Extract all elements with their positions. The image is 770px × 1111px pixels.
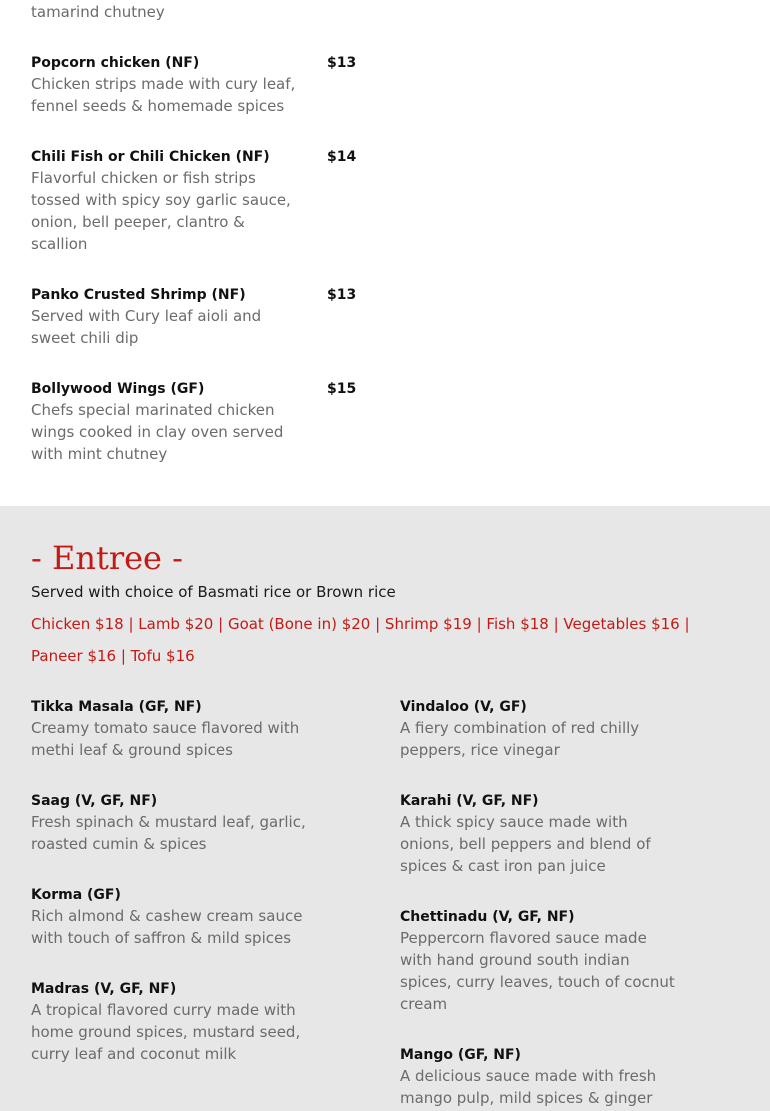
desc-line: Creamy tomato sauce flavored with: [31, 719, 300, 737]
desc-line: Chicken strips made with cury leaf,: [31, 75, 296, 93]
item-description: [31, 999, 300, 1065]
desc-line: fennel seeds & homemade spices: [31, 97, 285, 115]
item-description: [31, 905, 302, 949]
menu-item: [31, 697, 299, 761]
desc-line: A fiery combination of red chilly: [400, 719, 640, 737]
menu-item: [31, 791, 306, 855]
desc-line: Chefs special marinated chicken: [31, 401, 275, 419]
menu-item: [31, 147, 291, 255]
desc-line: curry leaf and coconut milk: [31, 1045, 237, 1063]
menu-item: [31, 285, 261, 349]
item-name: Tikka Masala (GF, NF): [31, 699, 202, 715]
desc-line: Flavorful chicken or fish strips: [31, 169, 256, 187]
item-price: $15: [327, 381, 357, 397]
item-description: [31, 73, 295, 117]
item-name: Panko Crusted Shrimp (NF): [31, 287, 246, 303]
desc-line: methi leaf & ground spices: [31, 741, 233, 759]
desc-line: tossed with spicy soy garlic sauce,: [31, 191, 291, 209]
item-description: [31, 399, 283, 465]
menu-item: [31, 379, 283, 465]
item-description: [31, 811, 306, 855]
entree-subtitle: Served with choice of Basmati rice or Brown rice: [31, 583, 396, 601]
menu-item: [31, 979, 300, 1065]
item-name: Popcorn chicken (NF): [31, 55, 200, 71]
desc-line: spices & cast iron pan juice: [400, 857, 606, 875]
desc-line: wings cooked in clay oven served: [31, 423, 284, 441]
item-description: [31, 717, 299, 761]
menu-item: [400, 1045, 656, 1109]
desc-line: onion, bell peeper, clantro &: [31, 213, 245, 231]
item-price: $13: [327, 287, 357, 303]
entree-heading: - Entree -: [31, 539, 183, 577]
item-description: [400, 927, 675, 1015]
desc-line: mango pulp, mild spices & ginger: [400, 1089, 653, 1107]
menu-item: [31, 885, 302, 949]
menu-item: [400, 697, 639, 761]
desc-line: with mint chutney: [31, 445, 168, 463]
desc-line: home ground spices, mustard seed,: [31, 1023, 301, 1041]
menu-item: [400, 791, 651, 877]
desc-line: Fresh spinach & mustard leaf, garlic,: [31, 813, 306, 831]
item-name: Madras (V, GF, NF): [31, 981, 177, 997]
desc-line: A thick spicy sauce made with: [400, 813, 628, 831]
item-name: Karahi (V, GF, NF): [400, 793, 539, 809]
desc-line: Rich almond & cashew cream sauce: [31, 907, 303, 925]
desc-line: Served with Cury leaf aioli and: [31, 307, 262, 325]
desc-line: cream: [400, 995, 448, 1013]
item-name: Mango (GF, NF): [400, 1047, 521, 1063]
menu-item: [31, 53, 295, 117]
item-description: [400, 1065, 656, 1109]
item-description: [400, 717, 639, 761]
desc-line: sweet chili dip: [31, 329, 139, 347]
desc-line: spices, curry leaves, touch of cocnut: [400, 973, 675, 991]
previous-item-desc: [31, 1, 165, 23]
desc-line: with touch of saffron & mild spices: [31, 929, 292, 947]
item-name: Bollywood Wings (GF): [31, 381, 205, 397]
item-description: [31, 305, 261, 349]
entree-price-list: Chicken $18 | Lamb $20 | Goat (Bone in) $20 | Shrimp $19 | Fish $18 | Vegetables $16 | Paneer $16 | Tofu $16: [31, 615, 690, 665]
desc-line: onions, bell peppers and blend of: [400, 835, 651, 853]
appetizers-section: [0, 0, 770, 506]
menu-item: [400, 907, 675, 1015]
item-description: [400, 811, 651, 877]
entree-section: [0, 506, 770, 1111]
item-description: [31, 167, 291, 255]
item-name: Korma (GF): [31, 887, 121, 903]
item-name: Vindaloo (V, GF): [400, 699, 527, 715]
desc-line: A delicious sauce made with fresh: [400, 1067, 657, 1085]
desc-line: tamarind chutney: [31, 3, 165, 21]
item-name: Chettinadu (V, GF, NF): [400, 909, 575, 925]
desc-line: with hand ground south indian: [400, 951, 630, 969]
desc-line: roasted cumin & spices: [31, 835, 207, 853]
item-name: Chili Fish or Chili Chicken (NF): [31, 149, 270, 165]
desc-line: Peppercorn flavored sauce made: [400, 929, 647, 947]
item-price: $14: [327, 149, 357, 165]
desc-line: A tropical flavored curry made with: [31, 1001, 296, 1019]
desc-line: scallion: [31, 235, 88, 253]
item-price: $13: [327, 55, 357, 71]
item-name: Saag (V, GF, NF): [31, 793, 158, 809]
desc-line: peppers, rice vinegar: [400, 741, 560, 759]
